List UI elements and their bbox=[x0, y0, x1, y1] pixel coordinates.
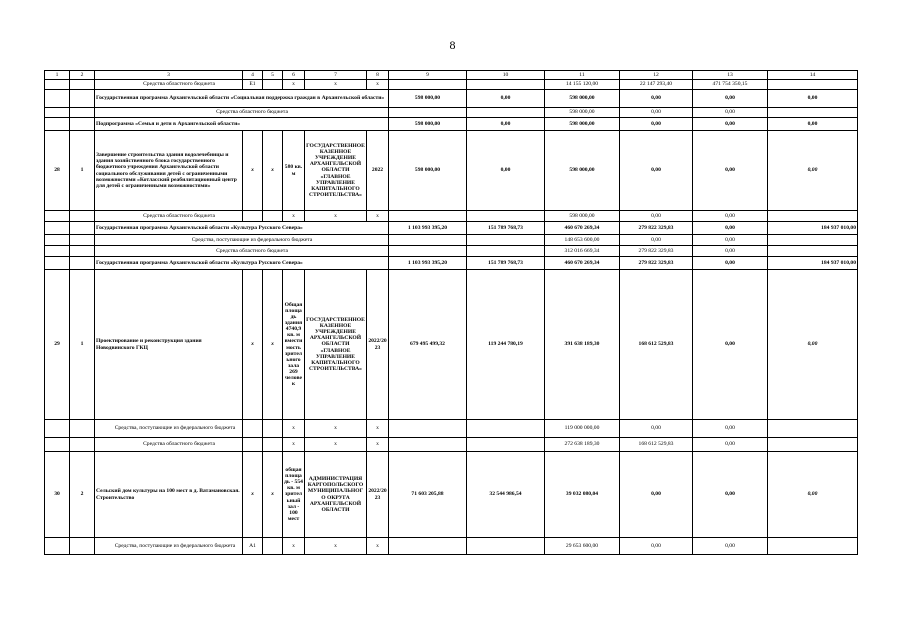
amount-cell: 279 822 329,83 bbox=[620, 246, 693, 257]
table-row bbox=[45, 420, 858, 438]
cell: х bbox=[283, 80, 305, 90]
funding-source: Средства, поступающие из федерального бюджета bbox=[95, 420, 243, 438]
cell: х bbox=[367, 211, 389, 222]
cell: х bbox=[305, 438, 367, 452]
cell: х bbox=[283, 538, 305, 555]
amount-cell: 0,00 bbox=[693, 90, 768, 108]
amount-cell: 0,00 bbox=[620, 108, 693, 118]
amount-cell: 0,00 bbox=[620, 90, 693, 108]
funding-source: Средства областного бюджета bbox=[95, 211, 243, 222]
page-number: 8 bbox=[449, 38, 456, 52]
header-row bbox=[45, 71, 858, 80]
amount-cell: 0,00 bbox=[693, 270, 768, 420]
header-cell: 11 bbox=[545, 71, 620, 80]
funding-source: Средства, поступающие из федерального бюджета bbox=[95, 538, 243, 555]
amount-cell: 0,00 bbox=[620, 211, 693, 222]
row-number: 30 bbox=[45, 452, 70, 538]
cell: х bbox=[367, 420, 389, 438]
amount-cell: 39 032 080,04 bbox=[545, 452, 620, 538]
table-row bbox=[45, 257, 858, 270]
capacity-cell: общая площадь - 554 кв. м зрительный зал - 100 мест bbox=[283, 452, 305, 538]
cell: х bbox=[243, 452, 263, 538]
amount-cell: 0,00 bbox=[620, 452, 693, 538]
cell: х bbox=[305, 420, 367, 438]
amount-cell: 0,00 bbox=[693, 538, 768, 555]
capacity-cell: 580 кв. м bbox=[283, 131, 305, 211]
cell: х bbox=[263, 131, 283, 211]
amount-cell: 0,00 bbox=[768, 270, 858, 420]
funding-source: Средства областного бюджета bbox=[95, 246, 389, 257]
cell: х bbox=[305, 538, 367, 555]
amount-cell: 184 937 010,00 bbox=[768, 257, 858, 270]
header-cell: 6 bbox=[283, 71, 305, 80]
table-row bbox=[45, 108, 858, 118]
object-name: Завершение строительства здания водолечебницы и здания хозяйственного блока государственного бюджетного учреждения Архангельской области социального обслуживания детей с ограниченными возможностями «Котласский реабилитационный центр для детей с ограниченными возможностями» bbox=[95, 131, 243, 211]
amount-cell: 0,00 bbox=[693, 235, 768, 246]
code-cell: E1 bbox=[243, 80, 263, 90]
amount-cell: 119 000 000,00 bbox=[545, 420, 620, 438]
amount-cell: 0,00 bbox=[693, 108, 768, 118]
amount-cell: 272 638 189,30 bbox=[545, 438, 620, 452]
funding-source: Средства областного бюджета bbox=[95, 80, 243, 90]
amount-cell: 1 103 993 395,20 bbox=[389, 257, 467, 270]
amount-cell: 151 789 768,73 bbox=[467, 222, 545, 235]
amount-cell: 0,00 bbox=[620, 420, 693, 438]
amount-cell: 0,00 bbox=[693, 131, 768, 211]
funding-source: Средства областного бюджета bbox=[95, 438, 243, 452]
cell: х bbox=[243, 270, 263, 420]
customer-cell: АДМИНИСТРАЦИЯ КАРГОПОЛЬСКОГО МУНИЦИПАЛЬНОГО ОКРУГА АРХАНГЕЛЬСКОЙ ОБЛАСТИ bbox=[305, 452, 367, 538]
subprogram-title: Подпрограмма «Семья и дети в Архангельской области» bbox=[95, 118, 389, 131]
cell: х bbox=[263, 452, 283, 538]
header-cell: 8 bbox=[367, 71, 389, 80]
budget-table bbox=[44, 70, 858, 555]
object-name: Проектирование и реконструкция здания Новодвинского ГКЦ bbox=[95, 270, 243, 420]
amount-cell: 0,00 bbox=[467, 90, 545, 108]
amount-cell: 0,00 bbox=[768, 452, 858, 538]
amount-cell: 151 789 768,73 bbox=[467, 257, 545, 270]
amount-cell: 168 612 529,83 bbox=[620, 270, 693, 420]
amount-cell: 0,00 bbox=[620, 131, 693, 211]
amount-cell: 679 495 499,32 bbox=[389, 270, 467, 420]
amount-cell: 598 000,00 bbox=[545, 131, 620, 211]
table-row bbox=[45, 538, 858, 555]
code-cell: A1 bbox=[243, 538, 263, 555]
amount-cell: 0,00 bbox=[693, 246, 768, 257]
amount-cell: 0,00 bbox=[768, 118, 858, 131]
amount-cell: 32 544 986,54 bbox=[467, 452, 545, 538]
customer-cell: ГОСУДАРСТВЕННОЕ КАЗЕННОЕ УЧРЕЖДЕНИЕ АРХАНГЕЛЬСКОЙ ОБЛАСТИ «ГЛАВНОЕ УПРАВЛЕНИЕ КАПИТАЛЬНОГО СТРОИТЕЛЬСТВА» bbox=[305, 270, 367, 420]
table-row bbox=[45, 246, 858, 257]
amount-cell: 22 147 293,40 bbox=[620, 80, 693, 90]
cell: х bbox=[283, 438, 305, 452]
cell: х bbox=[305, 80, 367, 90]
amount-cell: 71 603 205,88 bbox=[389, 452, 467, 538]
header-cell: 7 bbox=[305, 71, 367, 80]
amount-cell: 0,00 bbox=[693, 257, 768, 270]
amount-cell: 119 244 780,19 bbox=[467, 270, 545, 420]
amount-cell: 14 155 120,00 bbox=[545, 80, 620, 90]
amount-cell: 0,00 bbox=[467, 118, 545, 131]
amount-cell: 598 000,00 bbox=[545, 118, 620, 131]
cell: х bbox=[243, 131, 263, 211]
header-cell: 4 bbox=[243, 71, 263, 80]
header-cell: 2 bbox=[70, 71, 95, 80]
header-cell: 1 bbox=[45, 71, 70, 80]
amount-cell: 0,00 bbox=[693, 211, 768, 222]
object-name: Сельский дом культуры на 100 мест в д. Ватамановская. Строительство bbox=[95, 452, 243, 538]
amount-cell: 391 638 189,30 bbox=[545, 270, 620, 420]
amount-cell: 598 000,00 bbox=[389, 131, 467, 211]
amount-cell: 0,00 bbox=[693, 420, 768, 438]
cell: х bbox=[367, 438, 389, 452]
amount-cell: 0,00 bbox=[693, 438, 768, 452]
amount-cell: 29 653 600,00 bbox=[545, 538, 620, 555]
amount-cell: 598 000,00 bbox=[389, 90, 467, 108]
period-cell: 2022/2023 bbox=[367, 452, 389, 538]
amount-cell: 0,00 bbox=[620, 118, 693, 131]
amount-cell: 598 000,00 bbox=[545, 211, 620, 222]
amount-cell: 460 670 269,34 bbox=[545, 222, 620, 235]
table-row bbox=[45, 270, 858, 420]
funding-source: Средства областного бюджета bbox=[95, 108, 389, 118]
amount-cell: 0,00 bbox=[620, 538, 693, 555]
row-number: 1 bbox=[70, 131, 95, 211]
amount-cell: 168 612 529,83 bbox=[620, 438, 693, 452]
amount-cell: 598 000,00 bbox=[389, 118, 467, 131]
program-title: Государственная программа Архангельской области «Культура Русского Севера» bbox=[95, 257, 389, 270]
table-row bbox=[45, 90, 858, 108]
amount-cell: 0,00 bbox=[620, 235, 693, 246]
header-cell: 9 bbox=[389, 71, 467, 80]
amount-cell: 148 653 600,00 bbox=[545, 235, 620, 246]
amount-cell: 598 000,00 bbox=[545, 108, 620, 118]
table-row bbox=[45, 222, 858, 235]
table-row bbox=[45, 438, 858, 452]
period-cell: 2022/2023 bbox=[367, 270, 389, 420]
amount-cell: 184 937 010,00 bbox=[768, 222, 858, 235]
table-row bbox=[45, 80, 858, 90]
period-cell: 2022 bbox=[367, 131, 389, 211]
row-number: 29 bbox=[45, 270, 70, 420]
amount-cell: 312 016 669,34 bbox=[545, 246, 620, 257]
table-row bbox=[45, 211, 858, 222]
header-cell: 14 bbox=[768, 71, 858, 80]
program-title: Государственная программа Архангельской области «Социальная поддержка граждан в Архангельской области» bbox=[95, 90, 389, 108]
cell: х bbox=[305, 211, 367, 222]
table-row bbox=[45, 118, 858, 131]
amount-cell: 279 822 329,83 bbox=[620, 222, 693, 235]
amount-cell: 0,00 bbox=[693, 222, 768, 235]
program-title: Государственная программа Архангельской области «Культура Русского Севера» bbox=[95, 222, 389, 235]
amount-cell: 0,00 bbox=[467, 131, 545, 211]
amount-cell: 0,00 bbox=[693, 452, 768, 538]
funding-source: Средства, поступающие из федерального бюджета bbox=[95, 235, 389, 246]
row-number: 2 bbox=[70, 452, 95, 538]
amount-cell: 0,00 bbox=[768, 131, 858, 211]
amount-cell: 1 103 993 395,20 bbox=[389, 222, 467, 235]
row-number: 28 bbox=[45, 131, 70, 211]
header-cell: 10 bbox=[467, 71, 545, 80]
cell: х bbox=[367, 538, 389, 555]
capacity-cell: Общая площадь здания 4740,9 кв. м вместимость зрительного зала 269 человек bbox=[283, 270, 305, 420]
cell: х bbox=[263, 270, 283, 420]
amount-cell: 0,00 bbox=[768, 90, 858, 108]
amount-cell: 460 670 269,34 bbox=[545, 257, 620, 270]
header-cell: 13 bbox=[693, 71, 768, 80]
table-row bbox=[45, 131, 858, 211]
header-cell: 5 bbox=[263, 71, 283, 80]
amount-cell: 471 754 350,15 bbox=[693, 80, 768, 90]
amount-cell: 598 000,00 bbox=[545, 90, 620, 108]
header-cell: 12 bbox=[620, 71, 693, 80]
amount-cell: 279 822 329,83 bbox=[620, 257, 693, 270]
customer-cell: ГОСУДАРСТВЕННОЕ КАЗЕННОЕ УЧРЕЖДЕНИЕ АРХАНГЕЛЬСКОЙ ОБЛАСТИ «ГЛАВНОЕ УПРАВЛЕНИЕ КАПИТАЛЬНОГО СТРОИТЕЛЬСТВА» bbox=[305, 131, 367, 211]
table-row bbox=[45, 235, 858, 246]
row-number: 1 bbox=[70, 270, 95, 420]
table-row bbox=[45, 452, 858, 538]
cell: х bbox=[283, 420, 305, 438]
amount-cell: 0,00 bbox=[693, 118, 768, 131]
cell: х bbox=[283, 211, 305, 222]
cell: х bbox=[367, 80, 389, 90]
header-cell: 3 bbox=[95, 71, 243, 80]
